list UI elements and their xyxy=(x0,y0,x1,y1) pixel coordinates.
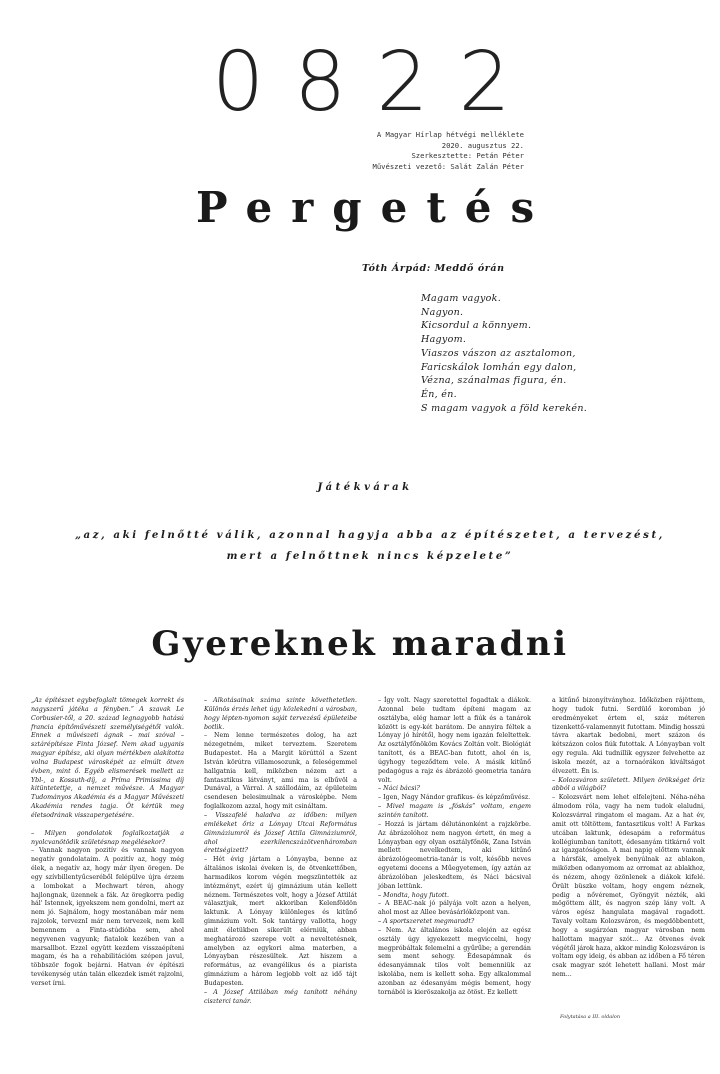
masthead: 0822 xyxy=(212,35,541,130)
article-paragraph: – Nem lenne természetes dolog, ha azt nézegetném, miket terveztem. Szeretem Budapestet. Ha a Margit körúttól a Szent István körútra villamosozunk, a feleségemmel hallgatnia kell, miközben nézem azt a fantasztikus látványt, ami ma is elbűvöl a Dunával, a Várral. A szállodáim, az épületeim csendesen belesimulnak a városképbe. Nem foglalkozom azzal, hogy mit csináltam. xyxy=(204,732,357,811)
article-paragraph: – Vannak nagyon pozitív és vannak nagyon negatív gondolataim. A pozitív az, hogy még élek, a negatív az, hogy már ilyen öregen. De egy szívbillentyűcseréből felépülve újra érzem a lombokat a Mechwart téren, ahogy hajlongnak, üzennek a fák. Az öregkorra pedig hál' Istennek, igyekszem nem gondolni, mert az nem jó. Sajnálom, hogy mostanában már nem rajzolok, terveznI már nem tervezek, nem kell bemennem a Finta-stúdióba sem, ahol negyvenen vagyunk; fiatalok kezében van a marsallbot. Ezzel együtt kezdem visszaépíteni magam, és ha a rehabilitációm szépen javul, többször fogok bejárni. Hatvan év építészi tevékenység után talán elkezdek ismét rajzolni, verset írni. xyxy=(31,847,184,987)
poem-line: Viaszos vászon az asztalomon, xyxy=(421,347,576,359)
article-body xyxy=(31,697,705,1047)
article-paragraph: – Kolozsvárt nem lehet elfelejteni. Néha-néha álmodom róla, vagy ha nem tudok elaludni, Kolozsvárral ringatom el magam. Az a hat év, amit ott töltöttem, fantasztikus volt! A Farkas utcában laktunk, édesapám a református kollégiumban tanított, édesanyám titkárnő volt az igazgatóságon. A mai napig előttem vannak a hársfák, amelyek benyúlnak az ablakon, miközben odanyomom az orromat az ablakhoz, és nézem, ahogy özönlenek a diákok kifelé. Örült büszke voltam, hogy engem néznek, pedig a nővéremet, Gyöngyit nézték, aki mögöttem állt, és nagyon szép lány volt. A város egész hangulata magával ragadott. Tavaly voltam Kolozsváron, és megdöbbentett, hogy a sugárzóan magyar városban nem hallottam magyar szót... Az ötvenes évek végétől járok haza, akkor mindig Kolozsváron is voltam egy ideig, és abban az időben a Fő téren csak magyar szót lehetett hallani. Most már nem... xyxy=(552,794,705,979)
article-column xyxy=(552,697,705,980)
article-paragraph: – Kolozsváron született. Milyen örökséget őriz abból a világból? xyxy=(552,776,705,793)
article-column xyxy=(378,697,531,998)
poem xyxy=(421,292,587,415)
poem-line: Vézna, szánalmas figura, én. xyxy=(421,375,567,387)
poem-line: Hagyom. xyxy=(421,334,467,346)
article-paragraph: – A sportszeretet megmaradt? xyxy=(378,918,475,926)
article-paragraph: a kitűnő bizonyítványhoz. Időközben rájöttem, hogy tudok futni. Serdülő koromban jó eredményeket értem el, száz méteren tizenkettő-valamennyit futottam. Mindig hosszú távra akartak bedobni, mert százon és kétszázon colos fiúk futottak. A Lónyayban volt egy regula. Aki tudnillik egyszer felvehette az iskola mezét, az a tornaórákon kiváltságot élvezett. Én is. xyxy=(552,697,705,775)
poem-line: Nagyon. xyxy=(421,306,464,318)
imprint xyxy=(200,130,524,172)
imprint-line: 2020. augusztus 22. xyxy=(441,140,524,150)
article-paragraph: – A József Attilában még tanított néhány ciszterci tanár. xyxy=(204,988,357,1005)
article-paragraph: „Az építészet egybefoglalt tömegek korrekt és nagyszerű játéka a fényben.” A szavak Le Corbusier-től, a 20. század legnagyobb hatású francia építőművészeti személyiségétől valók. Ennek a művészeti ágnak – mai szóval – sztárépítésze Finta József. Nem akad ugyanis magyar építész, aki olyan mértékben alakította volna Budapest városképét az elmúlt ötven évben, mint ő. Egyéb elismerések mellett az Ybl-, a Kossuth-díj, a Príma Primissima díj kitüntetettje, a nemzet művésze. A Magyar Tudományos Akadémia és a Magyar Művészeti Akadémia rendes tagja. Öt kértük meg életsodrának visszapergetésére. xyxy=(31,697,184,819)
article-paragraph: – Mondta, hogy futott. xyxy=(378,891,449,899)
imprint-line: A Magyar Hírlap hétvégi melléklete xyxy=(376,130,524,139)
pull-quote xyxy=(40,525,700,567)
continuation-note: Folytatása a III. oldalon xyxy=(560,1014,621,1020)
article-column xyxy=(204,697,357,1007)
article-paragraph: – Így volt. Nagy szeretettel fogadtak a diákok. Azonnal bele tudtam építeni magam az osztályba, elég hamar lett a fiúk és a tanárok között is egy-két barátom. De annyira féltek a Lónyay jó hírétől, hogy nem igazán feleltettek. Az osztályfőnököm Kovács Zoltán volt. Biológiát tanított, és a BEAC-ban futott, ahol én is, úgyhogy tegeződtem vele. A másik kitűnő pedagógus a rajz és ábrázoló geometria tanára volt. xyxy=(378,697,531,784)
article-paragraph: – Hozzá is jártam délutánonként a rajzkörbe. Az ábrázolóhoz nem nagyon értett, én meg a Lónyayban egy olyan osztályfőnök, Zana István mellett nevelkedtem, aki kitűnő ábrázológeometria-tanár is volt, később neves egyetemi docens a Műegyetemen, így aztán az ábrázolóban jeleskedtem, és Náci bácsival jóban lettünk. xyxy=(378,820,531,890)
article-paragraph: – Náci bácsi? xyxy=(378,785,420,793)
poem-line: Én, én. xyxy=(421,388,457,400)
article-paragraph: – Mivel magam is „fóskás” voltam, engem szintén tanított. xyxy=(378,803,531,819)
imprint-line: Szerkesztette: Petán Péter xyxy=(411,151,524,160)
article-paragraph: – Milyen gondolatok foglalkoztatják a nyolcvanötödik születésnap megélésekor? xyxy=(31,829,184,846)
poem-line: Kicsordul a könnyem. xyxy=(421,320,532,332)
headline: Gyereknek maradni xyxy=(151,624,569,664)
imprint-line: Művészeti vezető: Salát Zalán Péter xyxy=(372,161,524,171)
article-paragraph: – Igen, Nagy Nándor grafikus- és képzőművész. xyxy=(378,794,531,802)
article-paragraph: – Visszafelé haladva az időben: milyen emlékeket őriz a Lónyay Utcai Református Gimnáziumról és József Attila Gimnáziumról, ahol ezerkilencszázötvenháromban érettségizett? xyxy=(204,811,357,855)
pull-quote-line: „az, aki felnőtté válik, azonnal hagyja abba az építészetet, a tervezést, xyxy=(75,529,665,541)
poem-line: Magam vagyok. xyxy=(421,293,502,304)
article-paragraph: – Hét évig jártam a Lónyayba, benne az általános iskolai éveken is, de ötvenkettőben, harmadikos korom végén megszüntették az intézményt, ezért új gimnázium után kellett néznem. Természetes volt, hogy a József Attilát választjuk, mert akkoriban Kelenföldön laktunk. A Lónyay különleges és kitűnő gimnázium volt. Sok tantárgy vallotta, hogy amit életükben sikerült elérniük, abban meghatározó szerepe volt a neveltetésnek, amelyben az egykori alma materben, a Lónyayban részesültek. Azt hiszem a református, az evangélikus és a piarista gimnázium a három legjobb volt az idő tájt Budapesten. xyxy=(204,856,357,987)
section-label: Játékvárak xyxy=(317,482,413,493)
article-column xyxy=(31,697,184,989)
article-paragraph: – Nem. Az általános iskola elején az egész osztály úgy igyekezett megviccelni, hogy megpróbáltak felemelni a gyűrűbe; a gerendán sem ment sehogy. Édesapámnak és édesanyámnak tilos volt bemenniük az iskolába, nem is kellett soha. Egy alkalommal azonban az édesanyám mégis bement, hogy tornából is kieröszakolja az ötöst. Ez kellett xyxy=(378,926,531,996)
poem-title: Tóth Árpád: Meddő órán xyxy=(362,263,505,274)
pull-quote-line: mert a felnőttnek nincs képzelete” xyxy=(226,550,514,562)
poem-line: S magam vagyok a föld kerekén. xyxy=(421,402,588,414)
supplement-title: Pergetés xyxy=(196,183,554,232)
article-paragraph: – A BEAC-nak jó pályája volt azon a helyen, ahol most az Allee bevásárlóközpont van. xyxy=(378,900,531,917)
poem-line: Faricskálok lomhán egy dalon, xyxy=(421,361,577,373)
article-paragraph: – Alkotásainak száma szinte követhetetlen. Különös érzés lehet úgy közlekedni a városban, hogy lépten-nyomon saját tervezésű épületeibe botlik. xyxy=(204,697,357,731)
